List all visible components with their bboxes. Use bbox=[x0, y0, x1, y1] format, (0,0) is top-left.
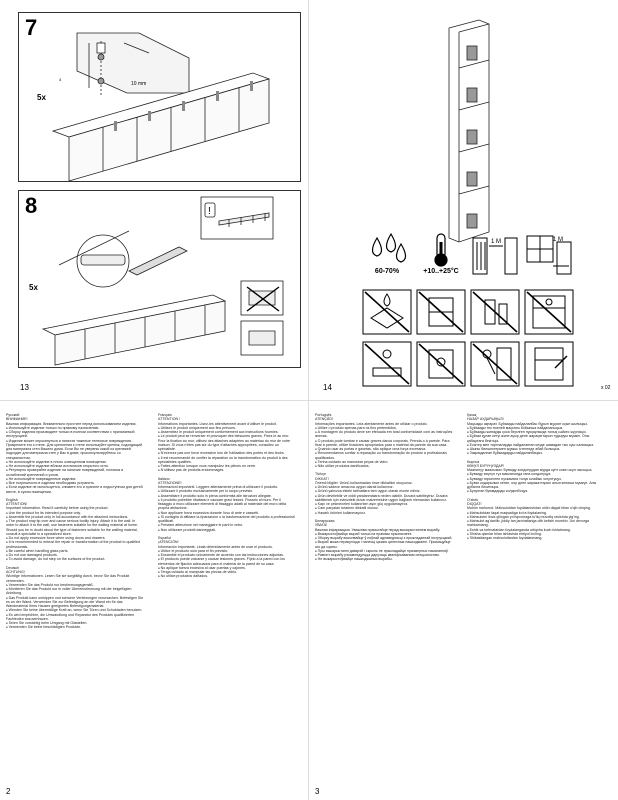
instruction-line: ● Есіктер мен тартпаларды пайдаланған кезде шамадан тыс күш салмаңыз. bbox=[467, 443, 605, 447]
instruction-line: ● Если изделие не используется, снимите его и храните в недоступном для детей месте, в сухом помещении. bbox=[6, 485, 144, 494]
instruction-line: ● Tenga cuidado al manipular las piezas de vidrio. bbox=[158, 570, 296, 574]
instruction-line: ● Бұйым құлап кетуі және ауыр дене жарақаттарын тудыруы мүмкін. Оны қабырғаға бекітіңіз. bbox=[467, 434, 605, 443]
instruction-line: Wichtige Informationen. Lesen Sie sie sorgfältig durch, bevor Sie das Produkt verwenden. bbox=[6, 574, 130, 583]
instruction-line: ● Буюм оодарылып кетип, оор дене жаракаттарын алып келиши мүмкүн. Аны дубалга бекитиңиз. bbox=[467, 481, 605, 490]
instruction-line: ● Не используйте изделие вблизи источников открытого огня. bbox=[6, 464, 144, 468]
instruction-line: ● Ürün devrilebilir ve ciddi yaralanmalara neden olabilir. Duvara sabitleyiniz. Duvara sabitlemek için evinizdeki duvar malzemesine uygun bağlantı elemanları kullanınız. bbox=[315, 494, 453, 503]
check-insets bbox=[241, 281, 283, 355]
instruction-line: Önemli bilgiler. Ürünü kullanmadan önce dikkatlice okuyunuz. bbox=[315, 480, 413, 485]
language-title: Кыргыз bbox=[467, 459, 480, 464]
warning-heading: ¡ATENCIÓN! bbox=[158, 540, 179, 545]
step-7-illustration bbox=[19, 13, 302, 183]
instruction-line: ● Выкарыстоўвайце выраб толькі па прамым прызначэнні. bbox=[315, 532, 453, 536]
instruction-line: ● Assemblare il prodotto solo in piena conformità alle istruzioni allegate. bbox=[158, 494, 296, 498]
svg-text:4: 4 bbox=[59, 77, 62, 82]
instruction-line: ● Рамонт вырабу рэкамендуецца даручаць кваліфікаваным спецыялістам. bbox=[315, 553, 453, 557]
instruction-line: ● Non utilizzare prodotti danneggiati. bbox=[158, 528, 296, 532]
instruction-line: ● Tenha cuidado ao manusear peças de vidro. bbox=[315, 460, 453, 464]
wall-fix-icon bbox=[523, 340, 575, 392]
no-leaning-icon bbox=[469, 340, 521, 392]
page-number: 14 bbox=[323, 383, 332, 392]
instruction-line: ● Изделие может опрокинуться и нанести тяжелые телесные повреждения. Прикрепите его к стене. Для крепления к стене используйте крепеж, подходящий для материала стен Вашего дома. Если Вы не уверены какой из крепежей подходит для материала стен у Вас в доме, проконсультируйтесь со специалистом. bbox=[6, 439, 144, 460]
instruction-line: ● Бұйымды тек тікелей мақсаты бойынша пайдаланыңыз. bbox=[467, 426, 605, 430]
warning-heading: ATTENTION! bbox=[6, 502, 28, 507]
instruction-line: ● Do not use damaged products. bbox=[6, 553, 144, 557]
instruction-line: ● It is recommended to entrust the repair or transformation of the product to qualified professionals. bbox=[6, 540, 144, 549]
warning-heading: ATTENZIONE! bbox=[158, 480, 182, 485]
instruction-line: ● Ürünü yalnızca ekteki talimatlara tam uygun olarak monte ediniz. bbox=[315, 489, 453, 493]
instruction-line: ● To avoid damage, do not step on the surfaces of the product. bbox=[6, 557, 144, 561]
dowel-closeup bbox=[59, 231, 187, 287]
instruction-line: ● Mahsulot ag'darilib, jiddiy tan jarohatlariga olib kelishi mumkin. Uni devorga mahkamlang. bbox=[467, 519, 605, 528]
instruction-line: ● Quando usar as portas e gavetas, não aplique uma força excessiva. bbox=[315, 447, 453, 451]
instruction-line: ● Mahsulotni ilova qilingan yo'riqnomaga to'liq muvofiq ravishda yig'ing. bbox=[467, 515, 605, 519]
text-column-right bbox=[467, 413, 605, 545]
language-title: English bbox=[6, 497, 18, 502]
no-climbing-icon bbox=[523, 288, 575, 340]
instruction-line: ● Зборку вырабу выконвайце ў поўнай адпаведнасці з прыкладзенай інструкцыяй. bbox=[315, 536, 453, 540]
instruction-line: ● Utilize o produto apenas para os fins pretendidos. bbox=[315, 426, 453, 430]
care-icons bbox=[361, 232, 571, 392]
warning-heading: DİKKAT! bbox=[315, 476, 329, 481]
instruction-line: ● Use the product for its intended purpose only. bbox=[6, 511, 144, 515]
instruction-line: ● Le produit peut se renverser et provoquer des blessures graves. Fixez-le au mur. Pour la fixation au mur, utilisez des attaches adaptées au matériau du mur de votre maison. Si vous n'êtes pas sûr du type d'attaches appropriées, consultez un spécialiste. bbox=[158, 434, 296, 451]
instruction-line: ● Wenden Sie keine übermäßige Kraft an, wenn Sie Türen und Schubladen benutzen. bbox=[6, 608, 144, 612]
instruction-line: ● Не используйте поврежденные изделия. bbox=[6, 477, 144, 481]
page-number: 3 bbox=[315, 787, 320, 796]
instruction-line: ● Assemble the product only in full accordance with the attached instructions. bbox=[6, 515, 144, 519]
instruction-line: ● Non applicare forza eccessiva durante l'uso di ante e cassetti. bbox=[158, 511, 296, 515]
instruction-line: ● Il est recommandé de confier la réparation ou la transformation du produit à des spécialistes qualifiés. bbox=[158, 456, 296, 465]
text-column-left bbox=[315, 413, 453, 566]
instruction-line: Información importante. Léala detenidamente antes de usar el producto. bbox=[158, 544, 273, 549]
step-number: 8 bbox=[25, 193, 38, 218]
warning-heading: ACHTUNG! bbox=[6, 570, 25, 575]
warning-heading: ВНИМАНИЕ! bbox=[6, 417, 28, 422]
step-number: 7 bbox=[25, 15, 38, 40]
instruction-line: ● N'utilisez pas de produits endommagés. bbox=[158, 468, 296, 472]
instruction-line: ● Сборку изделия производите только в полном соответствии с прилагаемой инструкцией. bbox=[6, 430, 144, 439]
instruction-line: ● Montieren Sie das Produkt nur in voller Übereinstimmung mit der beigefügten Anleitung. bbox=[6, 587, 144, 596]
shelf-diagram bbox=[43, 295, 225, 365]
multiplier-label: 5x bbox=[37, 93, 46, 102]
instruction-line: ● Все погрешности в изделии необходимо устранить. bbox=[6, 481, 144, 485]
language-title: Español bbox=[158, 536, 171, 541]
instruction-line: ● Бұйымды жинауды қоса берілген нұсқаулыққа толық сәйкес жүргізіңіз. bbox=[467, 430, 605, 434]
warning-heading: DIQQAT! bbox=[467, 502, 482, 507]
instruction-line: ● Буюмду өзүнүн түз максатында гана колдонуңуз. bbox=[467, 472, 605, 476]
language-section bbox=[315, 413, 453, 468]
language-section bbox=[158, 477, 296, 532]
instruction-line: ● Das Produkt kann umkippen und schwere Verletzungen verursachen. Befestigen Sie es an der Wand. Verwenden Sie zur Befestigung an der Wand ein für das Wandmaterial Ihres Hauses geeignetes Befestigungsmaterial. bbox=[6, 596, 144, 609]
warning-heading: КӨҢҮЛ БУРУҢУЗДАР! bbox=[467, 463, 505, 468]
instruction-line: ● No aplique fuerza excesiva al usar puertas y cajones. bbox=[158, 566, 296, 570]
language-section bbox=[315, 472, 453, 515]
language-title: Беларуская bbox=[315, 519, 335, 524]
temperature-icon bbox=[415, 232, 467, 284]
language-section bbox=[467, 460, 605, 494]
instruction-line: Informazioni importanti. Leggere attentamente prima di utilizzare il prodotto. bbox=[158, 485, 279, 490]
instruction-line: Маанилүү маалымат. Буюмду колдонуудан мурда кунт коюп окуп чыгыңыз. bbox=[467, 468, 593, 473]
instruction-line: ● Recomendamos confiar a reparação ou transformação do produto a profissionais qualificados. bbox=[315, 451, 453, 460]
language-title: O'zbek bbox=[467, 497, 479, 502]
page-13 bbox=[0, 0, 309, 400]
instruction-line: ● Используйте изделие только по прямому назначению. bbox=[6, 426, 144, 430]
language-section bbox=[467, 413, 605, 456]
instruction-line: ● Kapı ve çekmeceleri kullanırken aşırı güç uygulamayınız. bbox=[315, 502, 453, 506]
window-distance-icon bbox=[523, 232, 575, 284]
instruction-line: ● Seien Sie vorsichtig beim Umgang mit Glasteilen. bbox=[6, 621, 144, 625]
warning-heading: УВАГА! bbox=[315, 523, 328, 528]
language-title: Italiano bbox=[158, 476, 170, 481]
instruction-line: ● Shikastlangan mahsulotlardan foydalanmang. bbox=[467, 536, 605, 540]
instruction-line: Informations importantes. Lisez-les attentivement avant d'utiliser le produit. bbox=[158, 421, 277, 426]
instruction-line: ● Faites attention lorsque vous manipulez les pièces en verre. bbox=[158, 464, 296, 468]
heater-distance-icon bbox=[469, 232, 521, 284]
instruction-line: ● Mahsulotdan faqat maqsadiga ko'ra foydalaning. bbox=[467, 511, 605, 515]
instruction-line: ● Shisha qismlar bilan ishlashda ehtiyot bo'ling. bbox=[467, 532, 605, 536]
step-8-box bbox=[18, 190, 301, 368]
instruction-line: ● Шыны бөлшектермен жұмыс істегенде абай болыңыз. bbox=[467, 447, 605, 451]
instruction-line: ● Не используйте изделие в плохо освещенном помещении. bbox=[6, 460, 144, 464]
instruction-line: Важная інфармацыя. Уважліва прачытайце перад выкарыстаннем вырабу. bbox=[315, 527, 441, 532]
no-solvent-icon bbox=[469, 288, 521, 340]
instruction-line: ● Hasarlı ürünleri kullanmayınız. bbox=[315, 511, 453, 515]
instruction-line: ● Буюмду тиркелген нускамага толук ылайык чогултуңуз. bbox=[467, 477, 605, 481]
instruction-line: Important information. Read it carefully before using the product. bbox=[6, 506, 109, 511]
assembled-shelf-illustration bbox=[439, 18, 502, 248]
language-section bbox=[158, 536, 296, 579]
multiplier-label: 5x bbox=[29, 283, 38, 292]
humidity-label: 60-70% bbox=[374, 268, 400, 275]
svg-text:10 mm: 10 mm bbox=[131, 81, 147, 87]
instruction-line: ● Utilisez le produit uniquement aux fins prévues. bbox=[158, 426, 296, 430]
language-title: Türkçe bbox=[315, 472, 326, 477]
no-hanging-icon bbox=[415, 340, 467, 392]
instruction-line: ● Выраб можа перакуліцца і нанесці цяжкія цялесныя пашкоджанні. Прымацуйце яго да сцяны. bbox=[315, 540, 453, 549]
no-heavy-load-icon bbox=[415, 288, 467, 340]
humidity-icon bbox=[361, 232, 413, 284]
no-wet-cleaning-icon bbox=[361, 288, 413, 340]
instruction-line: ● The product may tip over and cause serious bodily injury. Attach it to the wall. In order to attach it to the wall, use fasteners suitable for the walling material at home. Should you be in doubt about the type of fasteners suitable for the walling material, consult a specialist in a specialized store. bbox=[6, 519, 144, 536]
svg-text:1 M: 1 M bbox=[553, 237, 564, 243]
language-title: Français bbox=[158, 413, 172, 417]
instruction-line: ● Пры выкарыстанні дзвярэй і скрынь не прыкладайце празмерных намаганняў. bbox=[315, 549, 453, 553]
step-7-box bbox=[18, 12, 301, 182]
temperature-label: +10..+25°C bbox=[423, 268, 459, 275]
language-title: Português bbox=[315, 413, 332, 417]
svg-text:!: ! bbox=[208, 206, 211, 217]
instruction-line: ● Il prodotto potrebbe ribaltarsi e causare gravi lesioni. Fissarlo al muro. Per il fissaggio a muro utilizzare elementi di fissaggio adatti al materiale del muro della propria abitazione. bbox=[158, 498, 296, 511]
page-number: 2 bbox=[6, 787, 11, 796]
instruction-line: Informações importantes. Leia atentamente antes de utilizar o produto. bbox=[315, 421, 428, 426]
page-number: 13 bbox=[20, 383, 29, 392]
info-inset bbox=[201, 197, 273, 239]
svg-text:1 M: 1 M bbox=[491, 239, 502, 245]
doc-code: x 02 bbox=[601, 385, 611, 391]
instruction-line: ● Cam parçaları tutarken dikkatli olunuz. bbox=[315, 506, 453, 510]
wall-detail bbox=[59, 33, 189, 95]
warning-heading: ATTENTION ! bbox=[158, 417, 181, 422]
instruction-line: ● A montagem do produto deve ser efetuada em total conformidade com as instruções anexas. bbox=[315, 430, 453, 439]
text-column-left bbox=[6, 413, 144, 634]
instruction-line: ● Ürünü sadece amacına uygun olarak kullanınız. bbox=[315, 485, 453, 489]
page-3 bbox=[309, 400, 618, 800]
page-14 bbox=[309, 0, 618, 400]
instruction-line: Важная информация. Внимательно прочтите перед использованием изделия. bbox=[6, 421, 137, 426]
instruction-line: ● Verwenden Sie keine beschädigten Produkte. bbox=[6, 625, 144, 629]
no-sitting-icon bbox=[361, 340, 413, 392]
language-title: Қазақ bbox=[467, 413, 477, 417]
text-column-right bbox=[158, 413, 296, 583]
instruction-line: ● Es wird empfohlen, die Umwandlung und Reparatur des Produkts qualifizierten Fachleuten anzuvertrauen. bbox=[6, 613, 144, 622]
instruction-line: Маңызды ақпарат. Бұйымды пайдаланбас бұрын мұқият оқып шығыңыз. bbox=[467, 421, 588, 426]
instruction-line: ● Do not apply excessive force when using doors and drawers. bbox=[6, 536, 144, 540]
instruction-line: Muhim ma'lumot. Mahsulotdan foydalanishdan oldin diqqat bilan o'qib chiqing. bbox=[467, 506, 591, 511]
instruction-line: ● Ensamble el producto únicamente de acuerdo con las instrucciones adjuntas. bbox=[158, 553, 296, 557]
instruction-line: ● Eshik va tortmalardan foydalanganda ortiqcha kuch ishlatmang. bbox=[467, 528, 605, 532]
instruction-line: ● Be careful when handling glass parts. bbox=[6, 549, 144, 553]
language-section bbox=[6, 498, 144, 562]
instruction-line: ● El producto puede volcarse y causar lesiones graves. Fíjelo a la pared con los elementos de fijación adecuados para el material de la pared de su casa. bbox=[158, 557, 296, 566]
instruction-line: ● Verwenden Sie das Produkt nur bestimmungsgemäß. bbox=[6, 583, 144, 587]
language-section bbox=[6, 566, 144, 630]
language-section bbox=[467, 498, 605, 541]
instruction-line: ● Prestare attenzione nel maneggiare le parti in vetro. bbox=[158, 523, 296, 527]
instruction-line: ● Não utilize produtos danificados. bbox=[315, 464, 453, 468]
language-section bbox=[6, 413, 144, 494]
instruction-line: ● Si consiglia di affidare la riparazione o la trasformazione del prodotto a professionisti qualificati. bbox=[158, 515, 296, 524]
instruction-line: ● Зақымдалған бұйымдарды пайдаланбаңыз. bbox=[467, 451, 605, 455]
instruction-line: ● No utilice productos dañados. bbox=[158, 574, 296, 578]
step-8-illustration bbox=[19, 191, 302, 369]
warning-heading: НАЗАР АУДАРЫҢЫЗ! bbox=[467, 417, 504, 422]
language-title: Русский bbox=[6, 413, 20, 417]
language-section bbox=[158, 413, 296, 473]
instruction-line: ● Регулярно проверяйте изделие на наличие повреждений, поломок и ослаблений креплений и узлов. bbox=[6, 468, 144, 477]
instruction-line: ● Utilizzare il prodotto esclusivamente per lo scopo previsto. bbox=[158, 489, 296, 493]
warning-heading: ATENÇÃO! bbox=[315, 417, 334, 422]
instruction-line: ● O produto pode tombar e causar graves danos corporais. Prenda-o à parede. Para fixar à parede, utilize fixadores apropriados para o material da parede da sua casa. bbox=[315, 439, 453, 448]
page-2 bbox=[0, 400, 309, 800]
instruction-line: ● Assemblez le produit uniquement conformément aux instructions fournies. bbox=[158, 430, 296, 434]
language-title: Deutsch bbox=[6, 565, 20, 570]
instruction-line: ● N'exercez pas une force excessive lors de l'utilisation des portes et des tiroirs. bbox=[158, 451, 296, 455]
instruction-line: ● Не выкарыстоўвайце пашкоджаныя вырабы. bbox=[315, 557, 453, 561]
instruction-line: ● Бузулган буюмдарды колдонбоңуз. bbox=[467, 489, 605, 493]
language-section bbox=[315, 519, 453, 562]
instruction-line: ● Utilice el producto solo para el fin previsto. bbox=[158, 549, 296, 553]
